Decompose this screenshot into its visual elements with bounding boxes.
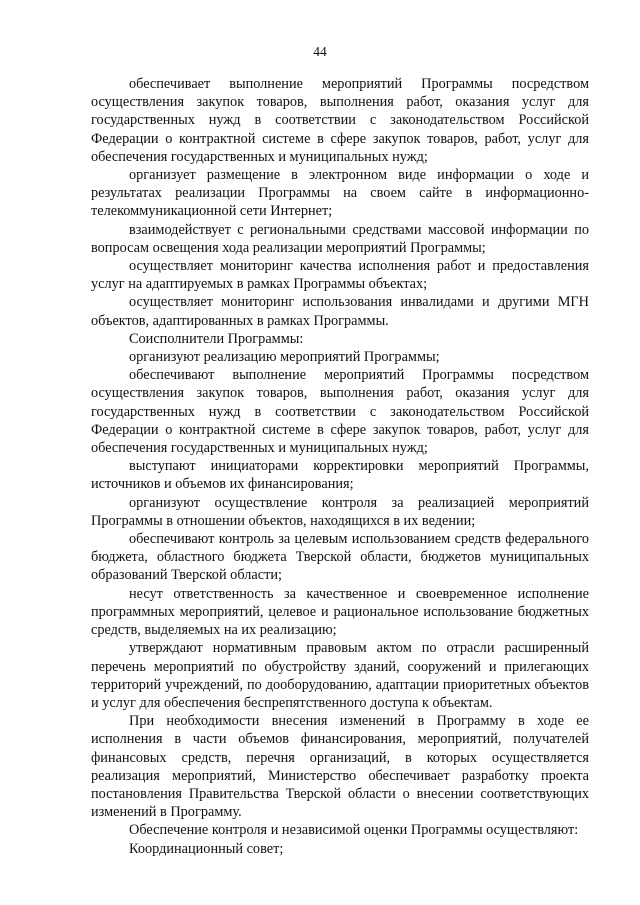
paragraph: обеспечивают контроль за целевым использованием средств федерального бюджета, областного бюджета Тверской области, бюджетов муниципальных образований Тверской области;: [91, 531, 589, 584]
paragraph: несут ответственность за качественное и своевременное исполнение программных мероприятий, целевое и рациональное использование бюджетных средств, выделяемых на их реализацию;: [91, 585, 589, 639]
paragraph: При необходимости внесения изменений в Программу в ходе ее исполнения в части объемов финансирования, мероприятий, получателей финансовых средств, перечня организаций, в которых осуществляется реализация мероприятий, Министерство обеспечивает разработку проекта постановления Правительства Тверской области о внесении соответствующих изменений в Программу.: [91, 713, 589, 821]
section-heading: Соисполнители Программы:: [129, 330, 304, 347]
paragraph: осуществляет мониторинг качества исполнения работ и предоставления услуг на адаптируемых в рамках Программы объектах;: [91, 258, 589, 293]
paragraph: осуществляет мониторинг использования инвалидами и другими МГН объектов, адаптированных в рамках Программы.: [91, 294, 589, 329]
paragraph: обеспечивают выполнение мероприятий Программы посредством осуществления закупок товаров, выполнения работ, оказания услуг для государственных нужд в соответствии с законодательством Российской Федерации о контрактной системе в сфере закупок товаров, работ, услуг для обеспечения государственных и муниципальных нужд;: [91, 367, 589, 457]
paragraph: Координационный совет;: [129, 840, 284, 857]
page-number: 44: [313, 44, 327, 59]
paragraph: утверждают нормативным правовым актом по отрасли расширенный перечень мероприятий по обустройству зданий, сооружений и прилегающих территорий учреждений, по дооборудованию, адаптации приоритетных объектов и услуг для обеспечения беспрепятственного доступа к объектам.: [91, 640, 589, 711]
paragraph: взаимодействует с региональными средствами массовой информации по вопросам освещения хода реализации мероприятий Программы;: [91, 221, 589, 256]
paragraph: организуют осуществление контроля за реализацией мероприятий Программы в отношении объектов, находящихся в их ведении;: [91, 494, 589, 529]
paragraph: обеспечивает выполнение мероприятий Программы посредством осуществления закупок товаров, выполнения работ, оказания услуг для государственных нужд в соответствии с законодательством Российской Федерации о контрактной системе в сфере закупок товаров, работ, услуг для обеспечения государственных и муниципальных нужд;: [91, 76, 589, 165]
paragraph: Обеспечение контроля и независимой оценки Программы осуществляют:: [129, 822, 579, 839]
body-text: [91, 75, 589, 858]
paragraph: выступают инициаторами корректировки мероприятий Программы, источников и объемов их финансирования;: [91, 458, 589, 493]
paragraph: организует размещение в электронном виде информации о ходе и результатах реализации Программы на своем сайте в информационно-телекоммуникационной сети Интернет;: [91, 167, 589, 220]
paragraph: организуют реализацию мероприятий Программы;: [129, 349, 440, 366]
